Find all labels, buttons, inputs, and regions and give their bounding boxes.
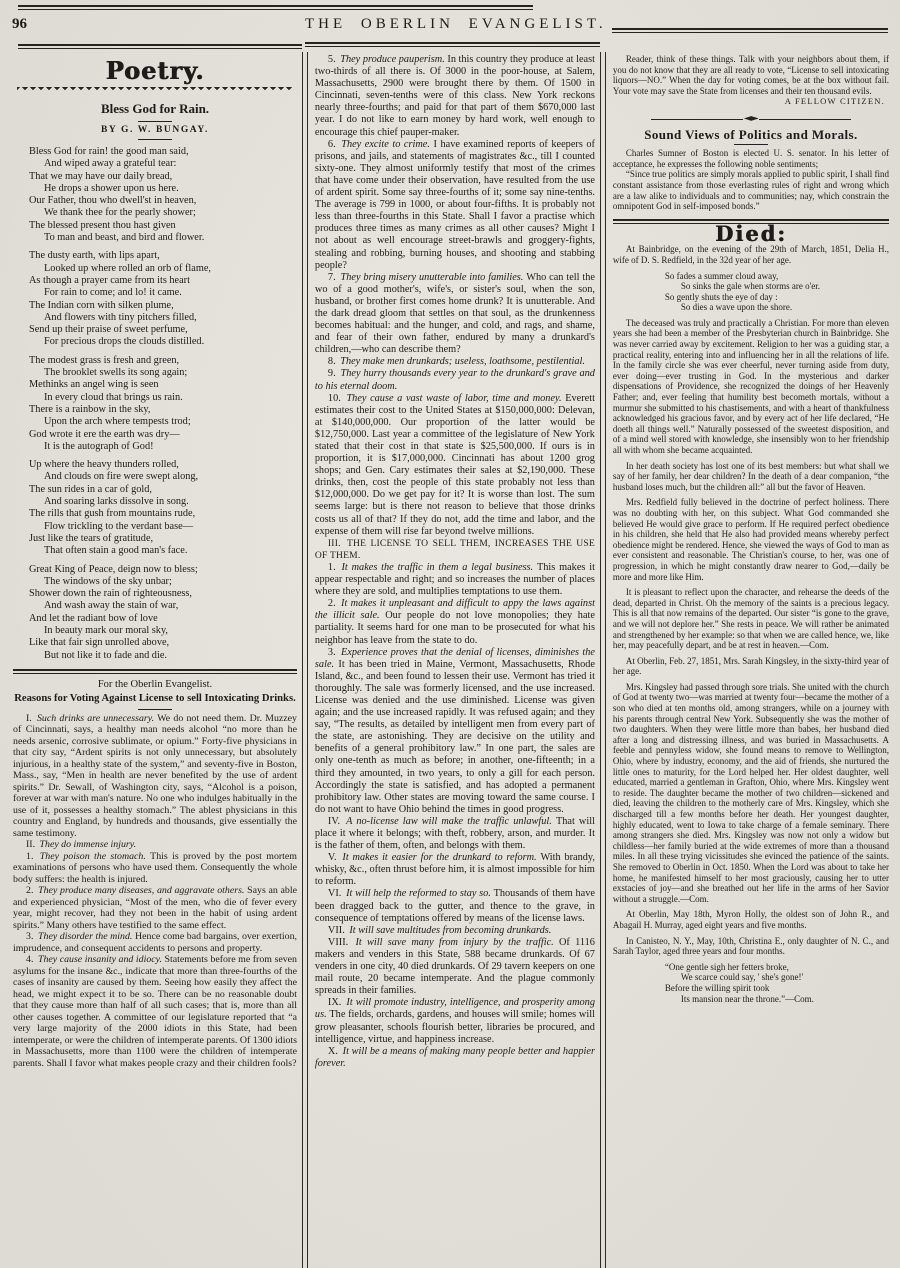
section-rule [13,669,297,674]
paragraph: The deceased was truly and practically a Christian. For more than eleven years she had been a member of the Presbyterian church in Bainbridge. She was never carried away by excitement. Religion to her was a guiding star, a practical reality, entering into and influencing her in all the relations of life. In the family circle she was ever cheerful, never turning aside from duty, ever doing—ever trusting in God. In the mysterious and darker dispensations of Providence, she recognized the doings of her Heavenly Father; and, ever feeling that humility best becometh mortals, without a murmur she submitted to his chastisements, and with a heart of thankfulness acknowledged his gracious favor, and by every act of her life declared, “He doeth all things well.” Naturally possessed of the sweetest disposition, and of a mind well stored with knowledge, she insensibly won to her friendship all with whom she became acquainted. [612,317,889,455]
sound-views-heading: Sound Views of Politics and Morals. [644,126,858,142]
item-number: V. [327,852,341,864]
item-lead: They bring misery unutterable into families. [340,271,527,283]
item-lead: They poison the stomach. [39,850,151,862]
paragraph: 2. It makes it unpleasant and difficult to appy the laws against the illicit sale. Our people do not love monopolies; they hate partiality. It seems hard for one man to be prosecuted for what his neighbor has leave from the state to do. [314,598,595,646]
poem-line: The Indian corn with silken plume, [29,299,174,311]
item-number: 7. [327,271,339,283]
item-number: 9. [327,368,339,380]
paragraph: V. It makes it easier for the drunkard to reform. With brandy, whisky, &c., often thrust before him, it is almost impossible for him to reform. [314,852,595,888]
poem-byline: BY G. W. BUNGAY. [101,125,209,135]
article-dateline: For the Oberlin Evangelist. [97,678,213,690]
item-lead: A no-license law will make the traffic unlawful. [346,815,556,827]
poem-line: Bless God for rain! the good man said, [29,146,189,157]
item-lead: They produce many diseases, and aggravate others. [38,885,248,897]
poem-line: The brooklet swells its song again; [44,367,188,379]
paragraph: 3. Experience proves that the denial of licenses, diminishes the sale. It has been tried in Maine, Vermont, Massachusetts, Rhode Island, &c., and been found to lessen their use. Vermont has tried it thoroughly. The sale was formerly licensed, and the use increased. License was denied and the use diminished. License was given again; and the use increased rapidly. It was refused again; and they say, “The results, as detailed by intelligent men from every part of the state, are astonishing. They are decisive on the utility and benefits of a general prohibitory law.” In one part, the sales are only one-tenth as much as before; in another, one-fifteenth; in a third they amounted, in two years, to only a gill for each person. Accordingly the state is satisfied, and has adopted a permanent prohibitory law. Other states are moving toward the same course. I do not want to have Ohio behind the times in good progress. [314,646,595,815]
item-lead: They hurry thousands every year to the drunkard's grave and to his eternal doom. [314,368,595,392]
poem-line: And soaring larks dissolve in song. [44,496,189,508]
paragraph: Mrs. Redfield fully believed in the doctrine of perfect holiness. There was no doubting with her, on this subject. What God commanded she believed He would give grace to perform. If He required perfect obedience in his children, she held that He also had provided means whereby perfect obedience might be rendered. Hence, she viewed the ways of God to man as ever consistent and reasonable. The Christian's course, to her, was one of progression, in which he might constantly draw nearer to God,—daily be more and more like Him. [612,497,889,582]
item-number: 4. [26,954,36,966]
poem-line: Send up their praise of sweet perfume, [29,324,188,336]
paragraph: In Canisteo, N. Y., May, 10th, Christina E., only daughter of N. C., and Sarah Taylor, aged three years and four months. [612,935,889,957]
obituary-verse [665,962,889,1004]
paragraph: 5. They produce pauperism. In this country they produce at least two-thirds of all there is. Of 3000 in the poor-house, at Salem, Massachusetts, 2900 were brought there by them. Of 1500 in Cincinnati, seven-tenths were of this class. New York reckons nearly three-fourths; and paid for that part of them $670,000 last year. I do not like to earn money by hard work, well enough to encourage this chief pauper-maker. [314,54,595,138]
paragraph: In her death society has lost one of its best members: but what shall we say of her family, her dear children? In the death of a dear companion, “the husband loses much, but the children all:” all but the favor of Heaven. [612,460,889,492]
column3-top-rule [612,28,888,33]
paragraph [315,925,595,937]
poem-line: There is a rainbow in the sky, [29,403,151,415]
item-number: III. [327,537,345,549]
item-number: 10. [327,392,345,404]
poem-line: The rills that gush from mountains rude, [29,508,196,520]
poem-line: And flowers with tiny pitchers filled, [44,311,197,323]
item-lead: It makes it easier for the drunkard to reform. [342,852,541,864]
poem-line: God wrote it ere the earth was dry— [29,428,180,440]
poem-line: The blessed present thou hast given [29,219,176,231]
column1-top-rule [18,44,302,49]
item-number: IV. [327,815,345,827]
column-3 [606,52,890,1268]
poem-line: That often stain a good man's face. [44,545,188,557]
poem-line: We thank thee for the pearly shower; [44,207,196,219]
paragraph: VI. It will help the reformed to stay so. Thousands of them have been dragged back to the gutter, and thence to the grave, in consequence of temptations offered by means of the license laws. [314,888,595,924]
poetry-section-heading: Poetry. [105,56,205,85]
item-number: 5. [327,54,339,65]
paragraph: 4. They cause insanity and idiocy. Statements before me from seven asylums for the insane &c., indicate that more than three-fourths of the cases of insanity are caused by them. Seeing how easily they affect the head, we might expect it to be so. There can be no reasonable doubt that they cause more than half of all such cases; that is, more than all other causes together. A committee of our legislature reported that “a very large majority of the 2000 idiots in this State, had been intemperate, or were the children of intemperate parents. Of 1300 idiots in Massachusetts, more than 1100 were the children of intemperate parents. Shall I favor what makes people crazy and their children fools? [13,954,297,1069]
item-lead: They cause insanity and idiocy. [37,954,165,966]
died-section-heading: Died: [714,220,787,246]
poem-line: It is the autograph of God! [44,440,154,452]
item-lead: It makes it unpleasant and difficult to appy the laws against the illicit sale. [314,598,595,622]
item-number: 2. [327,598,340,610]
wavy-rule [17,87,293,92]
item-lead: It will promote industry, intelligence, and prosperity among us. [314,997,595,1021]
item-lead: They excite to crime. [341,138,434,150]
item-number: IX. [327,997,345,1009]
verse-line: So dies a wave upon the shore. [680,302,793,313]
poem-line: And let the radiant bow of love [29,612,158,624]
item-lead: They make men drunkards; useless, loathsome, pestilential. [340,356,585,368]
short-rule [734,144,768,145]
paragraph: At Oberlin, Feb. 27, 1851, Mrs. Sarah Kingsley, in the sixty-third year of her age. [612,655,889,677]
paragraph: Mrs. Kingsley had passed through sore trials. She united with the church of God at twenty two—was married at twenty four—became the mother of a son who died at ten months old, among strangers, while on a journey with his parents through central New York. Subsequently she was the mother of two daughters. When they were little more than babes, her husband died after a long and distressing illness, and was buried in Massachusetts. A feeble and pennyless widow, she found means to remove to Wellington, Ohio, where by industry, economy, and the aid of friends, she nurtured the little ones to maturity, for the Lord helped her. Her oldest daughter, well educated, married a gentleman in Grafton, Ohio, where Mrs. Kingsley went to reside. The daughter became the mother of two children—sickened and died, leaving the children to the motherly care of Mrs. Kingsley, which she discharged till a few months before her death. Her youngest daughter, highly educated, went to Iowa to take charge of a female seminary. There among strangers she died. Mrs. Kingsley was now not only a widow but childless—her family buried at the wide extremes of more than a thousand miles. In all these trying vicissitudes she evinced the patience of the saints. She removed to Oberlin in Oct. 1850. When the Lord was about to take her home, he manifested himself to her most graciously, causing her to utter exstacies of joy—and she breathed out her life in the arms of her Savior without a struggle.—Com. [612,681,889,904]
short-rule [138,709,172,710]
obituary-verse [665,271,889,313]
item-number: 8. [327,356,339,368]
paragraph: At Bainbridge, on the evening of the 29th of March, 1851, Delia H., wife of D. S. Redfield, in the 32d year of her age. [612,244,889,265]
verse-line: “One gentle sigh her fetters broke, [664,961,789,972]
poem-line: The dusty earth, with lips apart, [29,250,160,262]
paragraph: I. Such drinks are unnecessary. We do not need them. Dr. Muzzey of Cincinnati, says, a healthy man needs alcohol “no more than he needs arsenic, corrosive sublimate, or opium.” Forty-five physicians in that city say, “Ardent spirits is not only unnecessary, but absolutely injurious, in a healthy state of the system,” and seventy-five in Boston, Mass., say, “Men in health are never benefited by the use of ardent spirits.” Dr. Sewall, of Washington city, says, “Alcohol is a poison, forever at war with man's nature. No one who indulges habitually in the use of it, possesses a healthy stomach.” The ablest physicians in this country and England, by hundreds and thousands, give essentially the same testimony. [13,712,297,839]
verse-line: So gently shuts the eye of day : [664,291,778,302]
page-header [0,0,900,52]
poem-line: Our Father, thou who dwell'st in heaven, [29,195,197,207]
poem-line: That we may have our daily bread, [29,170,173,182]
verse-line: Before the willing spirit took [664,982,770,993]
item-lead: They disorder the mind. [38,931,135,943]
poem-line: And wiped away a grateful tear: [44,158,177,170]
paragraph: It is pleasant to reflect upon the character, and rehearse the deeds of the dead, departed in Christ. Oh the memory of the saints is a precious legacy. This is all that now remains of the departed. Our sister “is gone to the grave, and we will not deplore her.” She rests in peace. We will rather be animated and strengthened by her example: so that when we are called hence, we, like her, may peacefully depart, and be at rest in heaven.—Com. [612,587,889,651]
diamond-icon: ◆ [743,115,759,122]
item-number: I. [26,712,35,724]
paragraph: 6. They excite to crime. I have examined reports of keepers of prisons, and jails, and statements of magistrates &c., till I counted sixty-one. They almost uniformly testify that most of the crimes that have come under their observation, have resulted from the use of ardent spirit. Some say three-fourths of it; some say nine-tenths. The average is 799 in 1000, or about four-fifths. It is probably not less than three-fourths in this State. Shall I favor a practise which produces three times as many crimes as all other causes? Might I not about as well encourage street-brawls and groggery-fights, stealing and robbing, burning houses, and shooting and stabbing people? [314,138,595,271]
poem-line: Flow trickling to the verdant base— [44,520,193,532]
article-signature: A FELLOW CITIZEN. [784,96,885,107]
masthead-title: THE OBERLIN EVANGELIST. [305,16,607,32]
page-number: 96 [12,16,27,32]
item-lead: They produce pauperism. [340,54,448,65]
paragraph: 7. They bring misery unutterable into families. Who can tell the wo of a good mother's, wife's, or sister's soul, when the son, husband, or brother first comes home drunk? It is unutterable. And the dark dread gloom that settles on that soul, as the drunkenness becomes habitual: and the hunger, and cold, and rags, and shame, and fear of their own father, endured by many a drunkard's children,—who can describe them? [314,271,595,356]
item-lead: It will save many from injury by the traffic. [355,936,559,948]
column-2 [308,52,600,1268]
poem-line: But not like it to fade and die. [44,649,167,661]
top-rule [18,5,533,10]
poem-line: In beauty mark our moral sky, [44,624,169,636]
item-lead: It will be a means of making many people better and happier forever. [314,1045,595,1069]
poem-line: Great King of Peace, deign now to bless; [29,563,198,575]
poem-line: And clouds on fire were swept along, [44,471,199,483]
poem-stanza [29,146,297,244]
item-lead: Such drinks are unnecessary. [36,712,158,724]
poem-line: As though a prayer came from its heart [29,274,190,286]
item-lead: It will help the reformed to stay so. [346,888,494,900]
poem-line: For precious drops the clouds distilled. [44,336,205,348]
paragraph: 10. They cause a vast waste of labor, time and money. Everett estimates their cost to the United States at $150,000,000: Delevan, at $140,000,000. Our proportion of the latter would be $12,750,000. Last year a committee of the legislature of New York stated that their cost in that state is $25,500,000. If ours is in proportion, it is $17,000,000. Cincinnati has about 1200 grog shops; and Gen. Cary estimates their sales at $2,190,000. These drinks, then, cost the people of this state probably not less than $12,000,000. Do we get pay for it? It is worse than lost. The sum seems large: but is there not reason to believe that those drinks costs us all of that? If they do not, add the time and labor, and the expense of them will rise far beyond twelve millions. [314,392,595,537]
item-lead: It will save multitudes from becoming drunkards. [349,924,552,936]
poem-line: Methinks an angel wing is seen [29,379,159,391]
poem-title: Bless God for Rain. [100,101,210,116]
item-lead: They do immense injury. [39,839,137,851]
item-number: 2. [26,885,37,897]
section-divider [651,114,851,125]
paragraph: IX. It will promote industry, intelligence, and prosperity among us. The fields, orchards, gardens, and houses will smile; homes will grow pleasanter, schools flourish better, libraries be procured, and intelligence, virtue, and happiness increase. [314,997,595,1045]
columns-container [0,52,900,1268]
verse-line: We scarce could say, ' she's gone!' [680,972,804,983]
poem-line: Just like the tears of gratitude, [29,532,154,544]
item-number: 3. [26,931,37,943]
item-number: 1. [26,850,38,862]
poem-line: The modest grass is fresh and green, [29,354,180,366]
short-rule [138,121,172,122]
paragraph [315,368,595,392]
item-number: 1. [327,561,340,573]
poem-stanza [29,355,297,453]
poem-line: Like that fair sign unrolled above, [29,637,170,649]
poem-line: For rain to come; and lo! it came. [44,287,182,299]
paragraph: 1. It makes the traffic in them a legal business. This makes it appear respectable and right; and so increases the number of places where they are sold, and multiplies temptations to use them. [314,561,595,598]
poem-line: In every cloud that brings us rain. [44,391,183,403]
poem-body [29,146,297,662]
paragraph: 2. They produce many diseases, and aggravate others. Says an able and experienced physician, “Most of the men, who die of fever every year, might recover, had they not been in the habit of using ardent spirits.” Many others have testified to the same effect. [13,885,297,931]
column-1 [10,52,302,1268]
paragraph: “Since true politics are simply morals applied to public spirit, I shall find constant assistance from those everlasting rules of right and wrong which are a law alike to individuals and to communities; nay, which constrain the omnipotent God in self-imposed bonds.” [612,169,889,212]
poem-line: To man and beast, and bird and flower. [44,232,205,244]
verse-line: Its mansion near the throne.”—Com. [680,993,814,1004]
paragraph [13,839,297,851]
paragraph: III. THE LICENSE TO SELL THEM, INCREASES THE USE OF THEM. [314,537,595,561]
item-number: 3. [327,646,339,658]
item-number: VII. [327,924,348,936]
item-number: X. [327,1045,341,1057]
paragraph: Reader, think of these things. Talk with your neighbors about them, if you do not know that they are all ready to vote, “License to sell intoxicating liquors—NO.” When the day for voting comes, be at the box without fail. Your vote may save the State from licenses and their ten thousand evils. [612,54,889,96]
paragraph: At Oberlin, May 18th, Myron Holly, the oldest son of John R., and Abagail H. Murray, aged eight years and five months. [612,909,889,930]
poem-stanza [29,459,297,557]
item-lead: Experience proves that the denial of licenses, diminishes the sale. [314,646,595,670]
paragraph: VIII. It will save many from injury by the traffic. Of 1116 makers and venders in this State, 588 became drunkards. Of 67 venders in one city, 40 died drunkards. Of 29 tavern keepers on one mail route, 20 became intemperate. And the plague commonly spreads in their families. [314,936,595,997]
masthead-rule [305,42,600,47]
article-heading: Reasons for Voting Against License to sell Intoxicating Drinks. [14,692,296,704]
item-lead: They cause a vast waste of labor, time and money. [346,392,566,404]
poem-line: The sun rides in a car of gold, [29,483,152,495]
poem-line: Looked up where rolled an orb of flame, [44,262,211,274]
paragraph: 1. They poison the stomach. This is proved by the post mortem examinations of persons who have used them. Consequently the whole body suffers: the health is injured. [13,850,297,885]
verse-line: So sinks the gale when storms are o'er. [680,281,820,292]
article-body [13,713,297,1070]
item-lead: It makes the traffic in them a legal business. [341,561,537,573]
poem-line: Shower down the rain of righteousness, [29,588,193,600]
poem-stanza [29,564,297,662]
item-number: 6. [327,138,340,150]
poem-line: Up where the heavy thunders rolled, [29,459,179,471]
paragraph: Charles Sumner of Boston is elected U. S. senator. In his letter of acceptance, he expresses the following noble sentiments; [612,148,889,169]
article-closing [613,54,889,96]
item-number: VIII. [327,936,354,948]
paragraph: 3. They disorder the mind. Hence come bad bargains, over exertion, imprudence, and consequent accidents to persons and property. [13,931,297,954]
paragraph [315,1046,595,1070]
paragraph: IV. A no-license law will make the traffic unlawful. That will place it where it belongs; with theft, robbery, arson, and murder. It is the father of them, often, and belongs with them. [314,815,595,852]
poem-line: The windows of the sky unbar; [44,575,172,587]
verse-line: So fades a summer cloud away, [664,270,779,281]
sound-views-body [613,148,889,212]
paragraph [315,356,595,368]
poem-line: And wash away the stain of war, [44,600,179,612]
obituaries [613,244,889,1004]
poem-stanza [29,250,297,348]
poem-line: Upon the arch where tempests trod; [44,416,191,428]
poem-line: He drops a shower upon us here. [44,182,179,194]
short-rule [138,139,172,140]
item-number: VI. [327,888,345,900]
item-number: II. [26,839,38,851]
